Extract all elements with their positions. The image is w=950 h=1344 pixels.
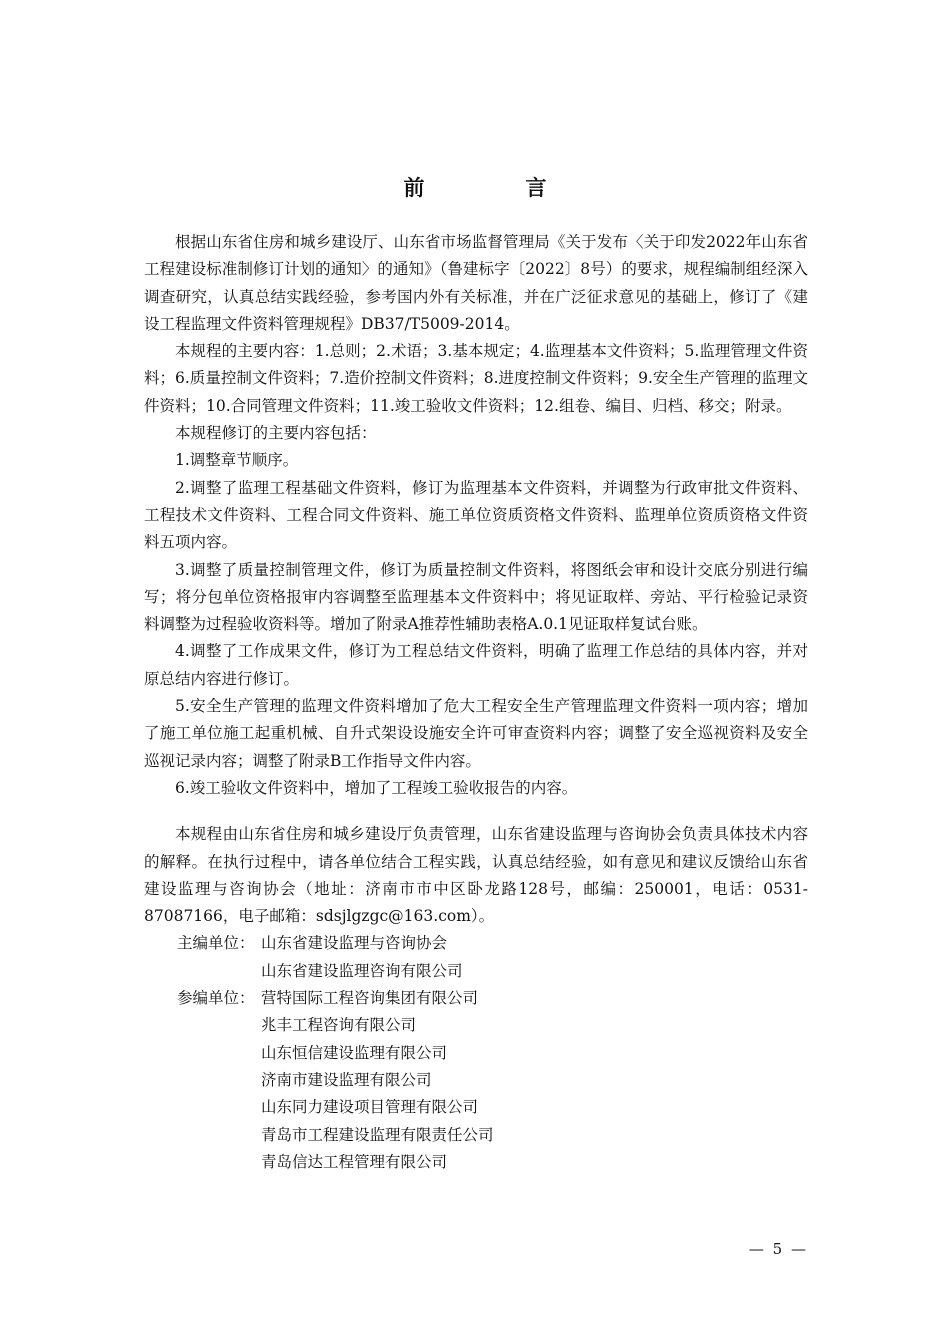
chief-editor-label: 主编单位： <box>177 934 255 953</box>
unit-name: 济南市建设监理有限公司 <box>261 1070 432 1089</box>
paragraph-management: 本规程由山东省住房和城乡建设厅负责管理，山东省建设监理与咨询协会负责具体技术内容的解释。在执行过程中，请各单位结合工程实践，认真总结经验，如有意见和建议反馈给山东省建设监理与咨询协会（地址：济南市市中区卧龙路128号，邮编：250001，电话：0531-87087166，电子邮箱：sdsjlgzgc@163.com）。 <box>144 825 808 926</box>
revision-item-4: 4.调整了工作成果文件，修订为工程总结文件资料，明确了监理工作总结的具体内容，并对原总结内容进行修订。 <box>144 642 808 688</box>
preface-body <box>144 229 808 1176</box>
unit-name: 营特国际工程咨询集团有限公司 <box>261 989 479 1008</box>
revision-item-1: 1.调整章节顺序。 <box>175 451 299 470</box>
chief-editor-list <box>261 930 463 985</box>
unit-name: 山东省建设监理与咨询协会 <box>261 934 448 953</box>
revision-item-6: 6.竣工验收文件资料中，增加了工程竣工验收报告的内容。 <box>175 778 578 797</box>
paragraph-revision-intro: 本规程修订的主要内容包括： <box>175 424 377 443</box>
page-title: 前 言 <box>403 176 587 200</box>
revision-item-2: 2.调整了监理工程基础文件资料，修订为监理基本文件资料，并调整为行政审批文件资料、工程技术文件资料、工程合同文件资料、施工单位资质资格文件资料、监理单位资质资格文件资料五项内容。 <box>144 478 808 552</box>
paragraph-gap <box>144 802 808 821</box>
paragraph-main-contents: 本规程的主要内容：1.总则；2.术语；3.基本规定；4.监理基本文件资料；5.监理管理文件资料；6.质量控制文件资料；7.造价控制文件资料；8.进度控制文件资料；9.安全生产管理的监理文件资料；10.合同管理文件资料；11.竣工验收文件资料；12.组卷、编目、归档、移交；附录。 <box>144 342 808 415</box>
paragraph-background: 根据山东省住房和城乡建设厅、山东省市场监督管理局《关于发布〈关于印发2022年山东省工程建设标准制修订计划的通知〉的通知》（鲁建标字〔2022〕8号）的要求，规程编制组经深入调查研究，认真总结实践经验，参考国内外有关标准，并在广泛征求意见的基础上，修订了《建设工程监理文件资料管理规程》DB37/T5009-2014。 <box>144 233 808 333</box>
unit-name: 山东恒信建设监理有限公司 <box>261 1043 448 1062</box>
participating-label: 参编单位： <box>177 989 255 1008</box>
page-number: — 5 — <box>748 1240 808 1258</box>
participating-list <box>261 985 494 1176</box>
unit-name: 山东同力建设项目管理有限公司 <box>261 1098 479 1117</box>
unit-name: 青岛信达工程管理有限公司 <box>261 1152 448 1171</box>
unit-name: 山东省建设监理咨询有限公司 <box>261 961 463 980</box>
chief-editor-units <box>144 930 808 985</box>
participating-units <box>144 985 808 1176</box>
revision-item-5: 5.安全生产管理的监理文件资料增加了危大工程安全生产管理监理文件资料一项内容；增加了施工单位施工起重机械、自升式架设设施安全许可审查资料内容；调整了安全巡视资料及安全巡视记录内容；调整了附录B工作指导文件内容。 <box>144 697 808 770</box>
revision-item-3: 3.调整了质量控制管理文件，修订为质量控制文件资料，将图纸会审和设计交底分别进行编写；将分包单位资格报审内容调整至监理基本文件资料中；将见证取样、旁站、平行检验记录资料调整为过程验收资料等。增加了附录A推荐性辅助表格A.0.1见证取样复试台账。 <box>144 560 808 634</box>
unit-name: 兆丰工程咨询有限公司 <box>261 1016 417 1035</box>
unit-name: 青岛市工程建设监理有限责任公司 <box>261 1125 494 1144</box>
